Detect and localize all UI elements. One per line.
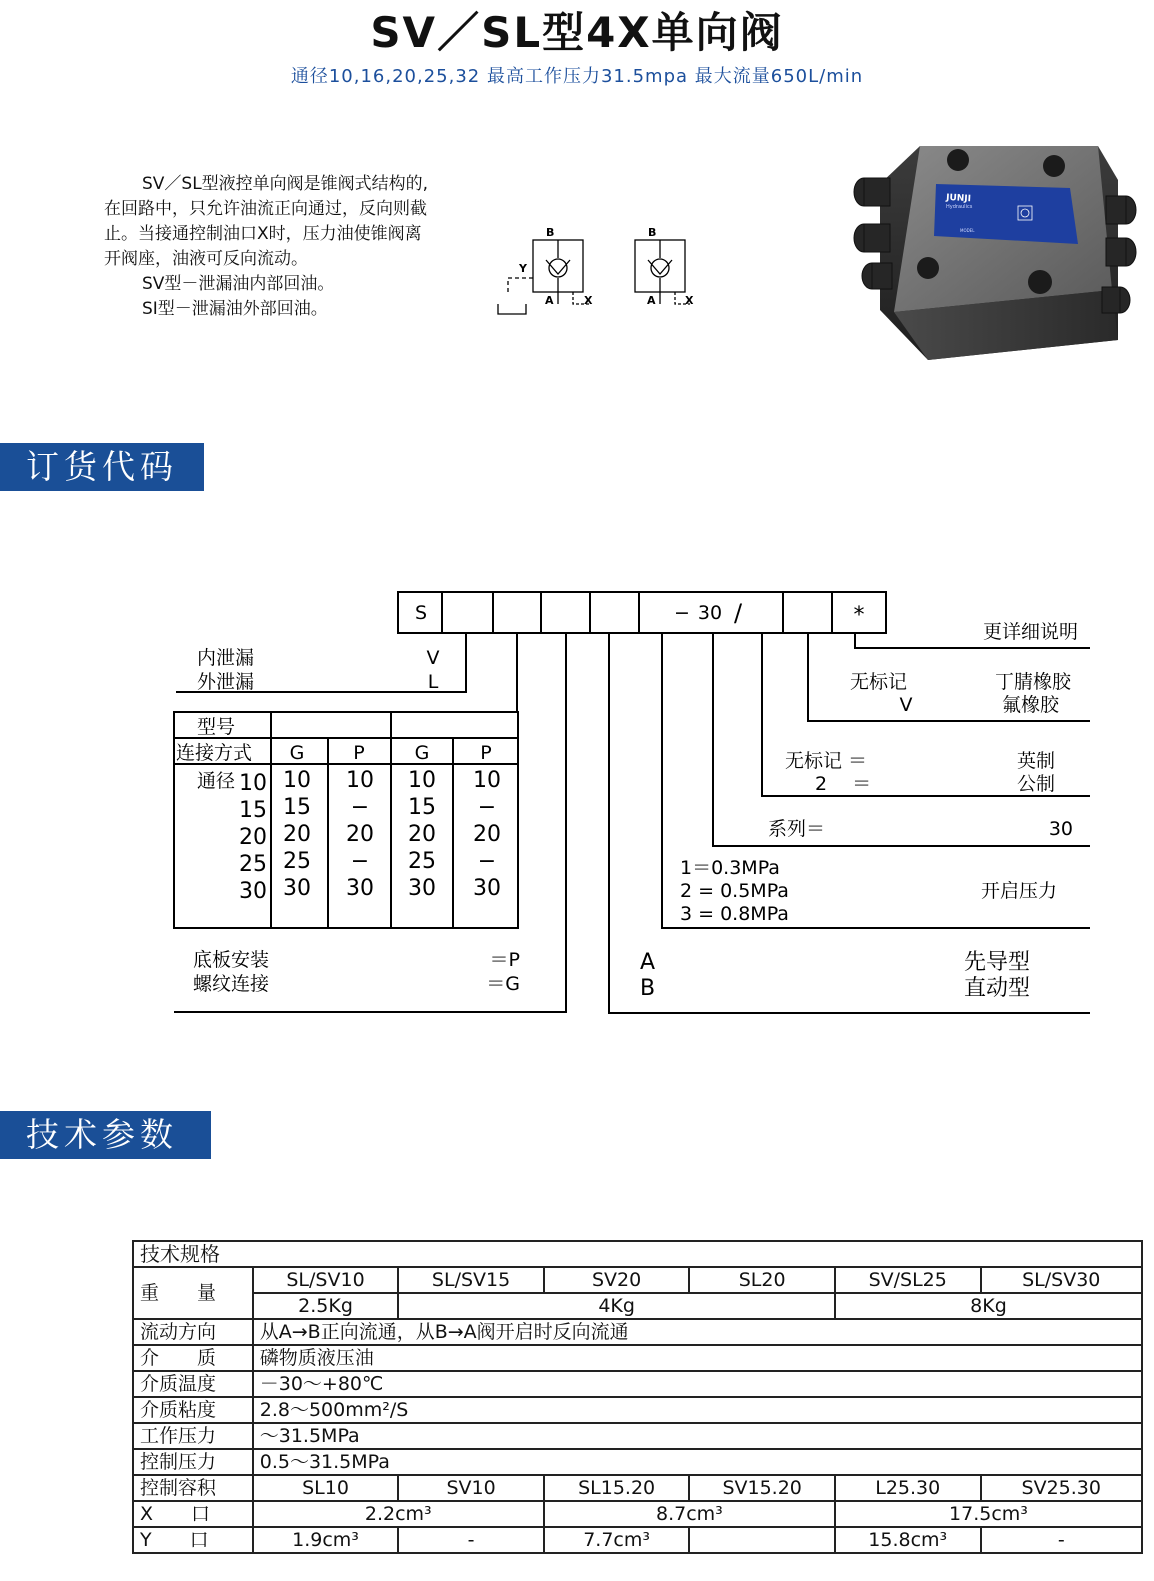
symbol-port-x: X xyxy=(685,294,694,307)
control-volume-model: SV10 xyxy=(398,1475,544,1501)
pressure-label: 开启压力 xyxy=(980,880,1057,902)
control-volume-label: 控制容积 xyxy=(133,1475,253,1501)
series-value: 30 xyxy=(1048,818,1073,840)
code-box-star: * xyxy=(853,603,865,628)
control-volume-model: SL10 xyxy=(253,1475,399,1501)
y-port-value: - xyxy=(398,1527,544,1553)
mount-thread-label: 螺纹连接 xyxy=(193,973,270,995)
size-table-connection-label: 连接方式 xyxy=(176,742,253,764)
viscosity-label: 介质粘度 xyxy=(133,1397,253,1423)
y-port-label: Y 口 xyxy=(133,1527,253,1553)
size-table-cell: − xyxy=(477,849,497,874)
section-header-order-code: 订货代码 xyxy=(0,443,204,491)
size-table-bore: 10 xyxy=(239,771,267,796)
photo-model-label: MODEL xyxy=(960,228,975,233)
flow-direction-label: 流动方向 xyxy=(133,1319,253,1345)
size-table-cell: 25 xyxy=(283,849,311,874)
series-dash: − xyxy=(674,602,690,624)
size-table-cell: 30 xyxy=(408,876,436,901)
pressure-option: 2 = 0.5MPa xyxy=(680,880,789,902)
control-volume-model: L25.30 xyxy=(835,1475,981,1501)
symbol-port-y: Y xyxy=(519,262,527,275)
tech-spec-header: 技术规格 xyxy=(133,1241,1142,1267)
size-table-connection-code: P xyxy=(353,742,365,764)
type-b-label: 直动型 xyxy=(963,976,1030,1001)
description-line: 止。当接通控制油口X时，压力油使锥阀离 xyxy=(104,224,422,244)
model-cell: SL/SV15 xyxy=(398,1267,544,1293)
page-subtitle: 通径10,16,20,25,32 最高工作压力31.5mpa 最大流量650L/min xyxy=(290,66,864,87)
mount-plate-label: 底板安装 xyxy=(193,949,270,971)
description-line: 开阀座，油液可反向流动。 xyxy=(104,249,308,269)
size-table-connection-code: G xyxy=(289,742,305,764)
size-table-cell: 20 xyxy=(408,822,436,847)
type-a-code: A xyxy=(640,950,656,975)
mount-thread-code: ＝G xyxy=(486,973,520,995)
type-b-code: B xyxy=(640,976,656,1001)
description-line: SI型－泄漏油外部回油。 xyxy=(142,299,328,319)
size-table-bore: 20 xyxy=(239,825,267,850)
mount-plate-code: ＝P xyxy=(489,949,520,971)
type-a-label: 先导型 xyxy=(963,950,1030,975)
page-title: SV／SL型4X单向阀 xyxy=(370,8,784,57)
symbol-port-b: B xyxy=(546,226,555,239)
flow-direction-value: 从A→B正向流通，从B→A阀开启时反向流通 xyxy=(253,1319,1142,1345)
symbol-port-a: A xyxy=(647,294,656,307)
thread-none-label: 无标记 ＝ xyxy=(785,750,868,772)
seal-v-value: 氟橡胶 xyxy=(1001,694,1059,716)
control-pressure-value: 0.5～31.5MPa xyxy=(253,1449,1142,1475)
size-table-cell: 10 xyxy=(346,768,374,793)
size-table-bore-label: 通径 xyxy=(197,770,236,792)
code-box-series: 30 xyxy=(697,602,723,624)
y-port-value: 15.8cm³ xyxy=(835,1527,981,1553)
size-table-cell: 15 xyxy=(408,795,436,820)
model-cell: SL20 xyxy=(689,1267,835,1293)
symbol-port-b: B xyxy=(648,226,657,239)
seal-none-value: 丁腈橡胶 xyxy=(994,671,1071,693)
seal-v-code: V xyxy=(899,694,913,716)
detail-note: 更详细说明 xyxy=(982,621,1078,643)
model-cell: SV/SL25 xyxy=(835,1267,981,1293)
temperature-value: －30～+80℃ xyxy=(253,1371,1142,1397)
model-cell: SV20 xyxy=(544,1267,690,1293)
size-table-cell: 15 xyxy=(283,795,311,820)
size-table-cell: 20 xyxy=(473,822,501,847)
model-cell: SL/SV10 xyxy=(253,1267,399,1293)
size-table-cell: − xyxy=(350,795,370,820)
size-table-connection-code: G xyxy=(414,742,430,764)
description-line: 在回路中，只允许油流正向通过，反向则截 xyxy=(104,199,427,219)
x-port-value: 2.2cm³ xyxy=(253,1501,544,1527)
size-table-cell: 30 xyxy=(283,876,311,901)
leak-internal-code: V xyxy=(426,647,440,669)
x-port-value: 17.5cm³ xyxy=(835,1501,1142,1527)
control-pressure-label: 控制压力 xyxy=(133,1449,253,1475)
x-port-label: X 口 xyxy=(133,1501,253,1527)
work-pressure-label: 工作压力 xyxy=(133,1423,253,1449)
photo-brand: JUNJI xyxy=(945,193,972,205)
seal-none-label: 无标记 xyxy=(850,671,908,693)
weight-label: 重 量 xyxy=(133,1267,253,1319)
leak-external-code: L xyxy=(427,671,439,693)
size-table-cell: 30 xyxy=(473,876,501,901)
description-line: SV型－泄漏油内部回油。 xyxy=(142,274,335,294)
leak-internal-label: 内泄漏 xyxy=(197,647,255,669)
pressure-option: 1＝0.3MPa xyxy=(680,857,780,879)
series-label: 系列＝ xyxy=(768,818,826,840)
size-table-cell: 20 xyxy=(346,822,374,847)
size-table-cell: 20 xyxy=(283,822,311,847)
pressure-option: 3 = 0.8MPa xyxy=(680,903,789,925)
section-header-tech-params: 技术参数 xyxy=(0,1111,211,1159)
work-pressure-value: ～31.5MPa xyxy=(253,1423,1142,1449)
control-volume-model: SV15.20 xyxy=(689,1475,835,1501)
size-table-cell: 30 xyxy=(346,876,374,901)
photo-brand-sub: Hydraulics xyxy=(946,204,973,210)
description-line: SV／SL型液控单向阀是锥阀式结构的, xyxy=(142,174,429,194)
size-table-cell: 25 xyxy=(408,849,436,874)
control-volume-model: SV25.30 xyxy=(981,1475,1142,1501)
size-table-cell: 10 xyxy=(283,768,311,793)
y-port-value xyxy=(689,1527,835,1553)
size-table-bore: 30 xyxy=(239,879,267,904)
tech-spec-table xyxy=(132,1240,1143,1554)
y-port-value: 1.9cm³ xyxy=(253,1527,399,1553)
x-port-value: 8.7cm³ xyxy=(544,1501,835,1527)
size-table-cell: 10 xyxy=(473,768,501,793)
size-table-cell: − xyxy=(477,795,497,820)
order-code-box-row xyxy=(398,592,886,633)
code-box-s: S xyxy=(414,602,428,624)
thread-2-label: 2 ＝ xyxy=(815,773,872,795)
size-table-cell: − xyxy=(350,849,370,874)
size-table-bore: 15 xyxy=(239,798,267,823)
symbol-port-x: X xyxy=(584,294,593,307)
medium-value: 磷物质液压油 xyxy=(253,1345,1142,1371)
symbol-port-a: A xyxy=(545,294,554,307)
weight-value: 2.5Kg xyxy=(253,1293,399,1319)
size-table-bore: 25 xyxy=(239,852,267,877)
y-port-value: - xyxy=(981,1527,1142,1553)
size-table-cell: 10 xyxy=(408,768,436,793)
control-volume-model: SL15.20 xyxy=(544,1475,690,1501)
weight-value: 4Kg xyxy=(398,1293,835,1319)
size-table-model-label: 型号 xyxy=(197,716,236,738)
y-port-value: 7.7cm³ xyxy=(544,1527,690,1553)
model-cell: SL/SV30 xyxy=(981,1267,1142,1293)
leak-external-label: 外泄漏 xyxy=(197,671,255,693)
series-slash: / xyxy=(733,599,743,627)
viscosity-value: 2.8～500mm²/S xyxy=(253,1397,1142,1423)
thread-2-value: 公制 xyxy=(1016,773,1055,795)
temperature-label: 介质温度 xyxy=(133,1371,253,1397)
weight-value: 8Kg xyxy=(835,1293,1142,1319)
thread-none-value: 英制 xyxy=(1016,750,1055,772)
medium-label: 介 质 xyxy=(133,1345,253,1371)
size-table-connection-code: P xyxy=(480,742,492,764)
